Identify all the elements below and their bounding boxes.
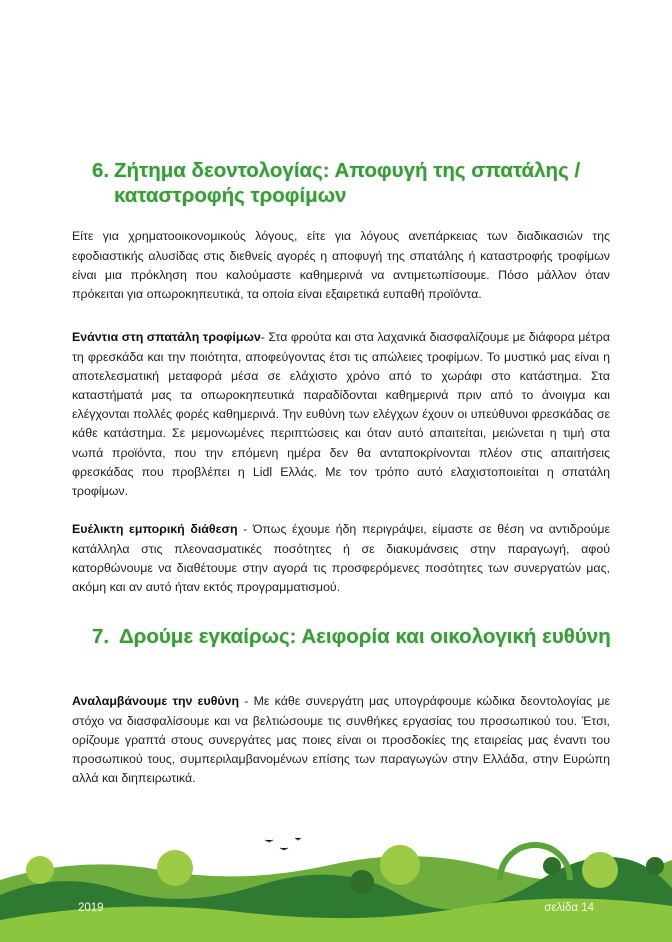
heading-line-2: καταστροφής τροφίμων (114, 184, 347, 207)
intro-paragraph: Είτε για χρηματοοικονομικούς λόγους, είτε για λόγους ανεπάρκειας των διαδικασιών της εφοδιαστικής αλυσίδας στις διεθνείς αγορές η αποφυγή της σπατάλης ή καταστροφής τροφίμων είναι μια πρόκληση που καλούμαστε καθημερινά να αντιμετωπίσουμε. Πόσο μάλλον όταν πρόκειται για οπωροκηπευτικά, τα οποία είναι εξαιρετικά ευπαθή προϊόντα. (72, 229, 610, 301)
paragraph-body: - Όπως έχουμε ήδη περιγράψει, είμαστε σε θέση να αντιδρούμε κατάλληλα στις πλεονασματικές ποσότητες ή σε διακυμάνσεις στην παραγωγή, αφού κατορθώνουμε να διαθέτουμε στην αγορά τις προσφερόμενες ποσότητες των συνεργατών μας, ακόμη και αν αυτό ήταν εκτός προγραμματισμού. (72, 522, 610, 594)
footer-page-number: σελίδα 14 (544, 902, 594, 914)
flexible-distribution-paragraph (72, 520, 610, 597)
paragraph-lead: Ευέλικτη εμπορική διάθεση (72, 522, 238, 537)
footer-year: 2019 (78, 902, 104, 914)
landscape-footer-illustration (0, 810, 672, 942)
section-7-heading (92, 624, 611, 649)
heading-line-1: Ζήτημα δεοντολογίας: Αποφυγή της σπατάλης / (114, 159, 581, 182)
paragraph-body: - Στα φρούτα και στα λαχανικά διασφαλίζουμε με διάφορα μέτρα τη φρεσκάδα και την ποιότητα, αποφεύγοντας έτσι τις απώλειες τροφίμων. Το μυστικό μας είναι η αποτελεσματική μεταφορά μέσα σε ελάχιστο χρόνο από το χωράφι στο κατάστημα. Στα καταστήματά μας τα οπωροκηπευτικά παραδίδονται καθημερινά πριν από το άνοιγμα και ελέγχονται πολλές φορές καθημερινά. Την ευθύνη των ελέγχων έχουν οι υπεύθυνοι φρεσκάδας σε κάθε κατάστημα. Σε μεμονωμένες περιπτώσεις και όταν αυτό απαιτείται, μειώνεται η τιμή στα νωπά προϊόντα, που την επόμενη ημέρα δεν θα ανταποκρίνονται πλέον στις απαιτήσεις φρεσκάδας που προβλέπει η Lidl Ελλάς. Με τον τρόπο αυτό ελαχιστοποιείται η σπατάλη τροφίμων. (72, 330, 610, 499)
birds-icon (265, 838, 301, 850)
section-6-heading (92, 158, 580, 208)
section-number: 6. (92, 159, 110, 182)
paragraph-lead: Ενάντια στη σπατάλη τροφίμων (72, 330, 261, 345)
paragraph-lead: Αναλαμβάνουμε την ευθύνη (72, 694, 240, 709)
heading-text: Δρούμε εγκαίρως: Αειφορία και οικολογική ευθύνη (118, 625, 611, 648)
responsibility-paragraph (72, 692, 610, 788)
food-waste-paragraph (72, 328, 610, 501)
section-number: 7. (92, 625, 110, 648)
paragraph-body: - Με κάθε συνεργάτη μας υπογράφουμε κώδικα δεοντολογίας με στόχο να διασφαλίσουμε και να βελτιώσουμε τις συνθήκες εργασίας του προσωπικού του. Έτσι, ορίζουμε γραπτά στους συνεργάτες μας ποιες είναι οι προσδοκίες της εταιρείας μας έναντι του προσωπικού τους, συμπεριλαμβανομένων επίσης των παραγωγών στην Ελλάδα, στην Ευρώπη αλλά και διηπειρωτικά. (72, 694, 610, 786)
